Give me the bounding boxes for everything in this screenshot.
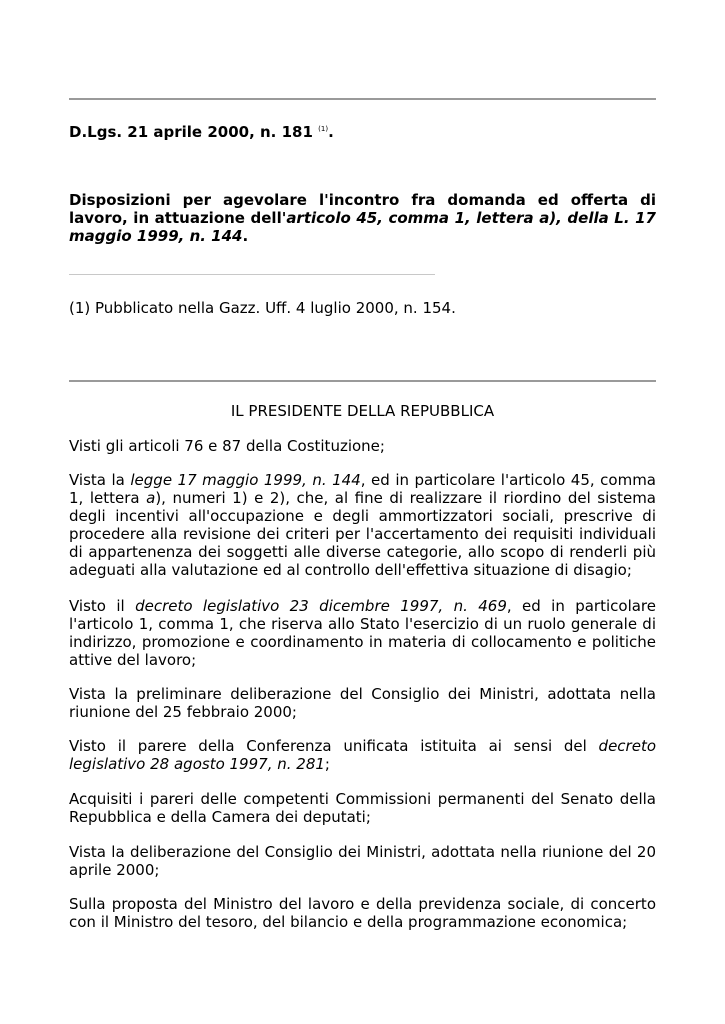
subject-text: Disposizioni per agevolare l'incontro fra domanda ed offerta di lavoro, in attuazione dell' <box>69 191 656 227</box>
paragraph-costituzione: Visti gli articoli 76 e 87 della Costituzione; <box>69 437 385 455</box>
subject-end: . <box>242 227 249 245</box>
title-text: D.Lgs. 21 aprile 2000, n. 181 <box>69 123 313 141</box>
document-subject <box>69 191 656 245</box>
subject-law-reference[interactable]: articolo 45, comma 1, lettera a), della L. 17 maggio 1999, n. 144 <box>69 209 656 245</box>
title-end: . <box>328 123 334 141</box>
paragraph-commissioni: Acquisiti i pareri delle competenti Commissioni permanenti del Senato della Repubblica e della Camera dei deputati; <box>69 790 656 826</box>
paragraph-deliberazione: Vista la deliberazione del Consiglio dei Ministri, adottata nella riunione del 20 aprile 2000; <box>69 843 656 879</box>
law-reference-link[interactable]: legge 17 maggio 1999, n. 144 <box>130 471 361 489</box>
paragraph-preliminare: Vista la preliminare deliberazione del Consiglio dei Ministri, adottata nella riunione del 25 febbraio 2000; <box>69 685 656 721</box>
section-divider <box>69 380 656 382</box>
law-reference-link[interactable]: decreto legislativo 28 agosto 1997, n. 281 <box>69 737 656 773</box>
paragraph-legge-144: Vista la legge 17 maggio 1999, n. 144, ed in particolare l'articolo 45, comma 1, lettera a), numeri 1) e 2), che, al fine di realizzare il riordino del sistema degli incentivi all'occupazione e degli ammortizzatori sociali, prescrive di procedere alla revisione dei criteri per l'accertamento dei requisiti individuali di appartenenza dei soggetti alle diverse categorie, allo scopo di renderli più adeguati alla valutazione ed al controllo dell'effettiva situazione di disagio; <box>69 471 657 579</box>
preamble-heading: IL PRESIDENTE DELLA REPUBBLICA <box>230 402 495 420</box>
footnote-reference[interactable]: (1) <box>318 125 329 133</box>
paragraph-proposta: Sulla proposta del Ministro del lavoro e della previdenza sociale, di concerto con il Ministro del tesoro, del bilancio e della programmazione economica; <box>69 895 656 931</box>
footnote-text: (1) Pubblicato nella Gazz. Uff. 4 luglio 2000, n. 154. <box>69 299 456 317</box>
document-title <box>69 123 656 141</box>
top-divider <box>69 98 656 100</box>
law-reference-link[interactable]: decreto legislativo 23 dicembre 1997, n. 469 <box>135 597 507 615</box>
paragraph-conferenza: Visto il parere della Conferenza unificata istituita ai sensi del decreto legislativo 28 agosto 1997, n. 281; <box>69 737 656 773</box>
paragraph-dlgs-469: Visto il decreto legislativo 23 dicembre 1997, n. 469, ed in particolare l'articolo 1, comma 1, che riserva allo Stato l'esercizio di un ruolo generale di indirizzo, promozione e coordinamento in materia di collocamento e politiche attive del lavoro; <box>69 597 656 669</box>
footnote-divider <box>69 274 435 275</box>
